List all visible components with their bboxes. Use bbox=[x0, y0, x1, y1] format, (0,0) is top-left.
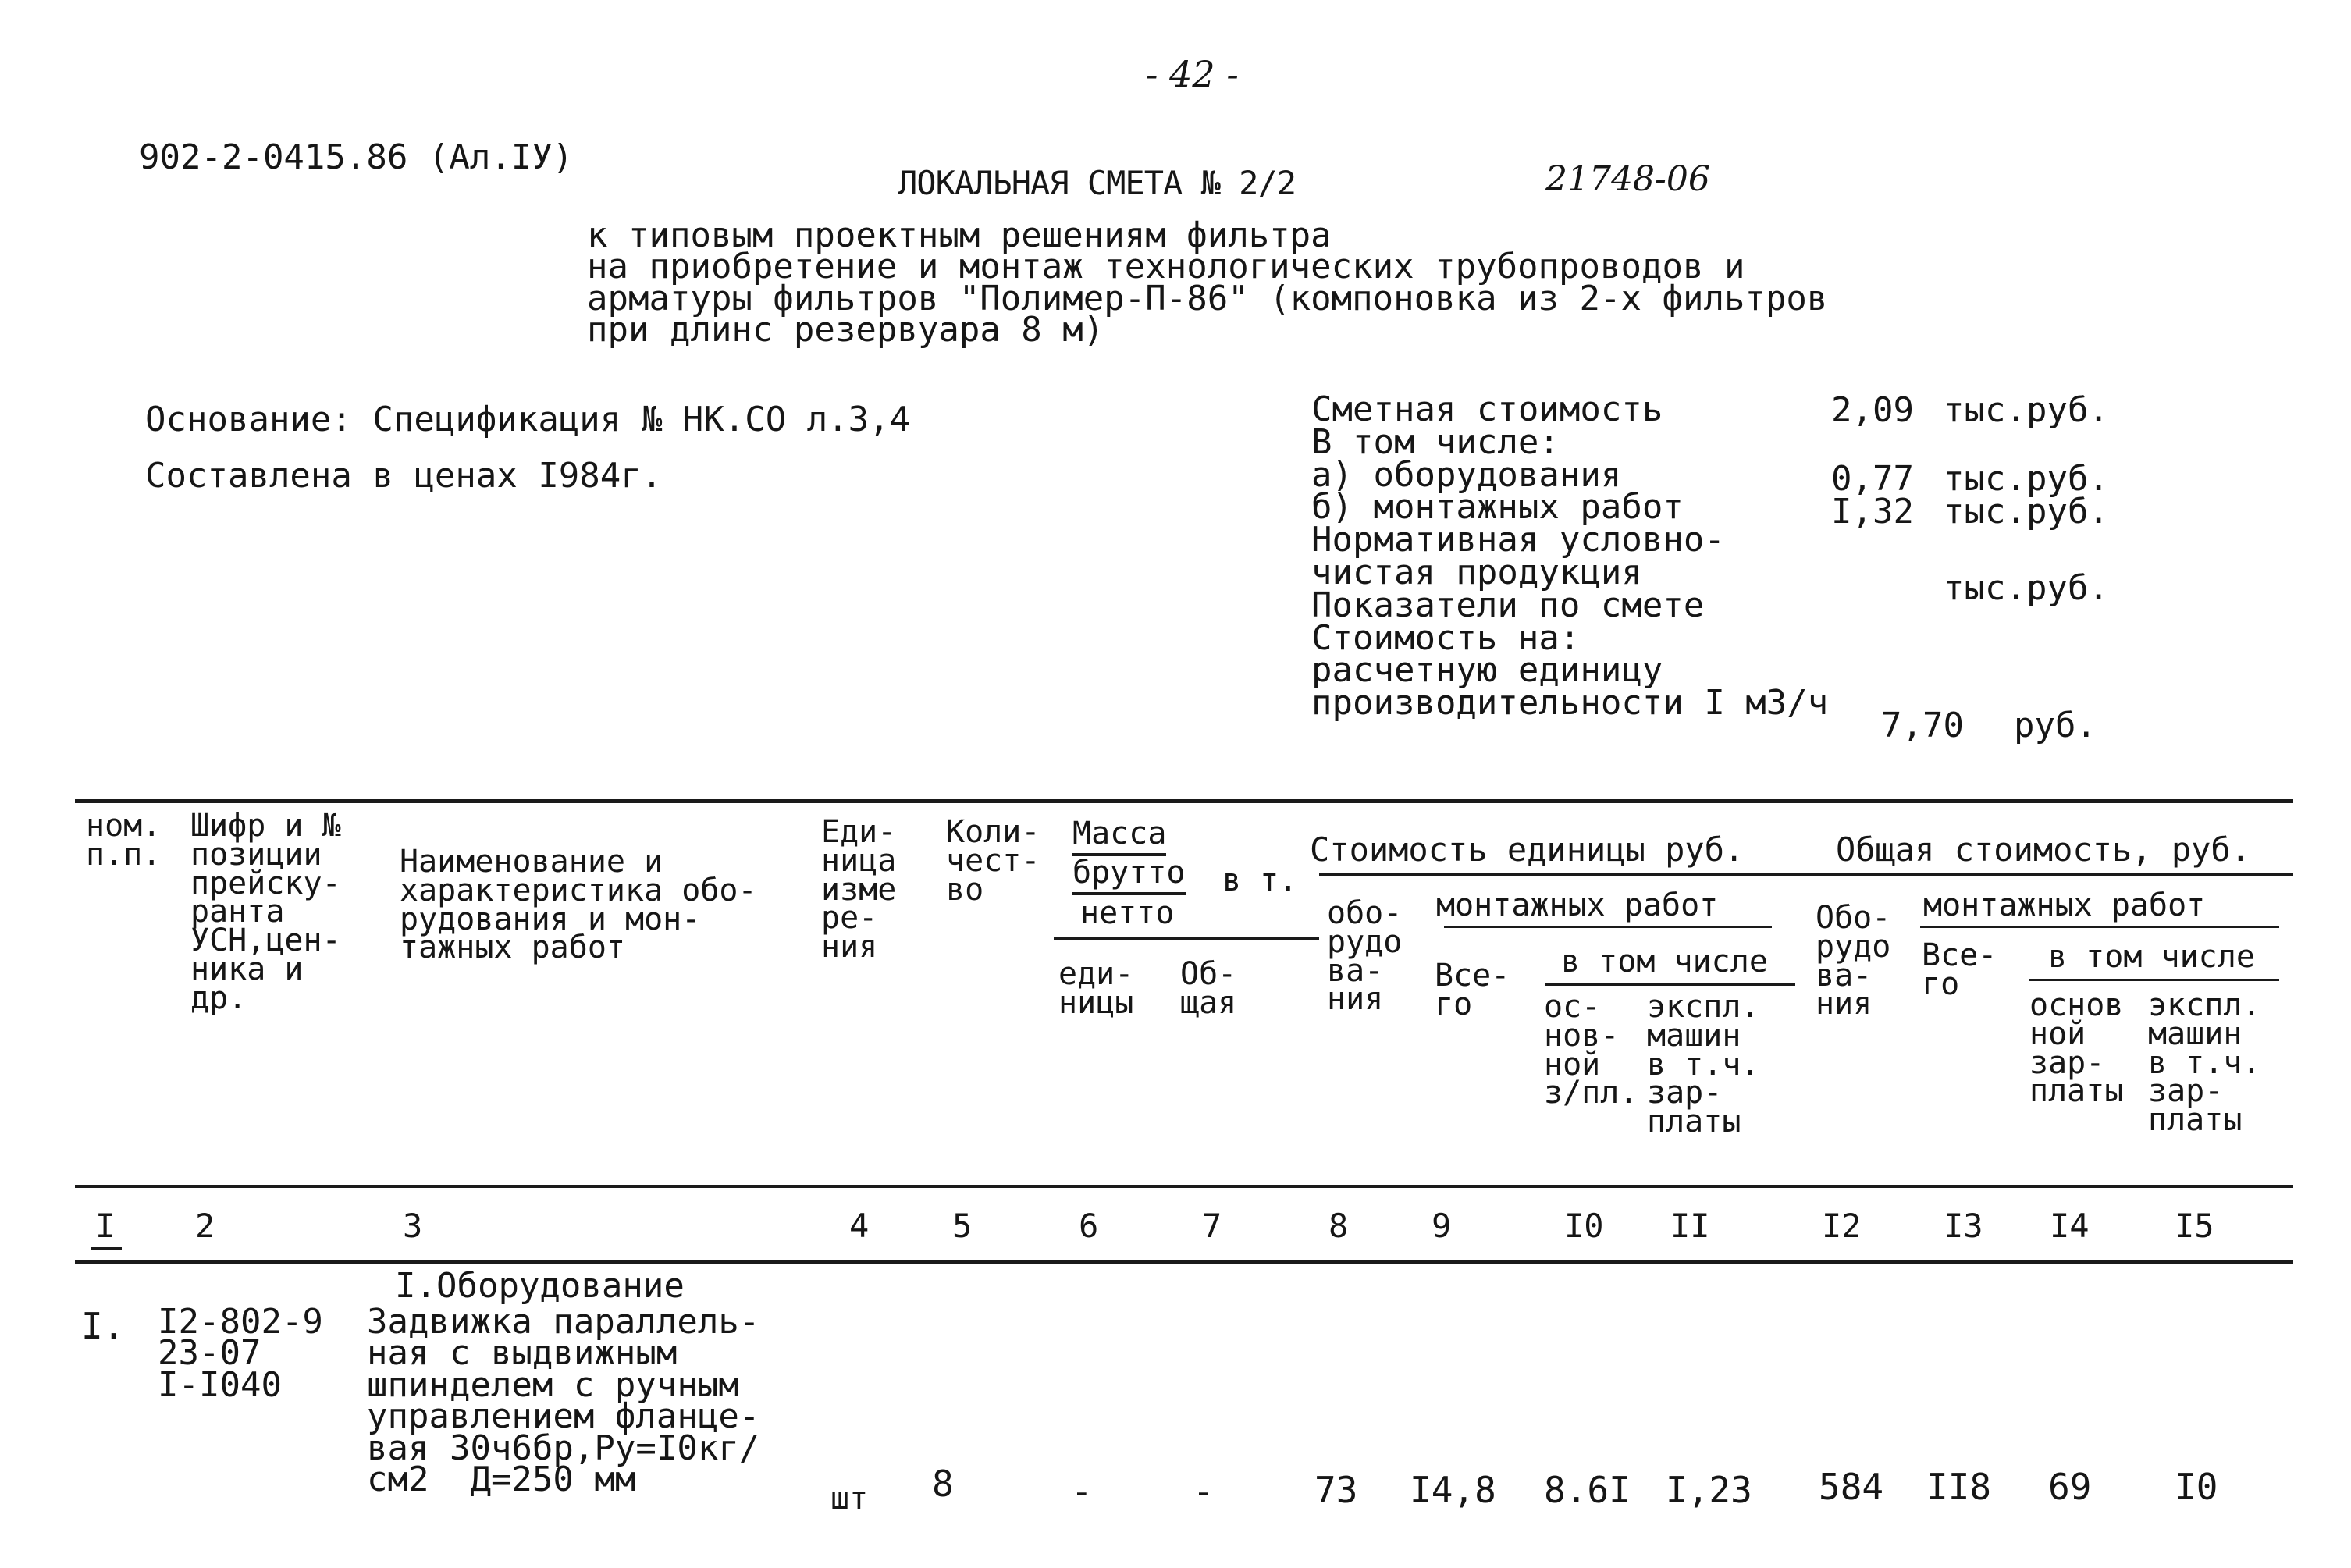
estimated-cost-label: Сметная стоимость bbox=[1311, 389, 1663, 429]
header-text: характеристика обо- bbox=[400, 872, 757, 908]
header-bottom-rule bbox=[75, 1185, 2293, 1188]
code-line: I2-802-9 bbox=[158, 1302, 323, 1342]
header-text: ния bbox=[821, 929, 878, 965]
page-number: - 42 - bbox=[1146, 53, 1239, 95]
column-number: I bbox=[95, 1207, 116, 1245]
header-text: п.п. bbox=[86, 836, 162, 873]
row-total-install: II8 bbox=[1926, 1466, 1992, 1508]
row-unit: шт bbox=[830, 1481, 869, 1516]
header-text: Наименование и bbox=[400, 844, 663, 880]
header-col-unit-install-total bbox=[1435, 958, 1510, 1022]
header-text: зар- bbox=[2029, 1044, 2105, 1081]
column-number: 6 bbox=[1079, 1207, 1099, 1245]
header-text: машин bbox=[2148, 1015, 2243, 1052]
subtitle-line: на приобретение и монтаж технологических трубопроводов и bbox=[587, 247, 1745, 287]
header-text: ре- bbox=[821, 900, 878, 937]
header-col-unit-base-salary bbox=[1544, 989, 1638, 1111]
normative-label: чистая продукция bbox=[1311, 552, 1642, 592]
header-col-number bbox=[86, 808, 162, 873]
header-text: машин bbox=[1647, 1017, 1741, 1054]
table-top-rule bbox=[75, 799, 2293, 803]
row-unit-machines: I,23 bbox=[1666, 1469, 1752, 1511]
row-unit-base-salary: 8.6I bbox=[1544, 1469, 1631, 1511]
header-col-mass-unit bbox=[1058, 956, 1134, 1021]
cost-group-rule bbox=[1319, 873, 2293, 876]
header-mass-brutto bbox=[1072, 855, 1186, 891]
header-text: ника и bbox=[190, 951, 304, 987]
row-name bbox=[367, 1302, 760, 1500]
equipment-label: а) оборудования bbox=[1311, 454, 1622, 495]
header-text: нов- bbox=[1544, 1017, 1620, 1054]
header-text: го bbox=[1435, 986, 1473, 1022]
header-text: еди- bbox=[1058, 956, 1134, 992]
header-text: во bbox=[946, 871, 984, 908]
header-text: Об- bbox=[1180, 956, 1237, 992]
document-title: ЛОКАЛЬНАЯ СМЕТА № 2/2 bbox=[898, 164, 1296, 202]
header-text: Шифр и № bbox=[190, 808, 341, 844]
header-col-mass-total bbox=[1180, 956, 1237, 1021]
header-unit-install-works: монтажных работ bbox=[1436, 887, 1719, 923]
header-text: ранта bbox=[190, 894, 285, 930]
subtitle-line: при длинс резервуара 8 м) bbox=[587, 310, 1104, 350]
row-total-machines: I0 bbox=[2175, 1466, 2218, 1508]
header-text: ница bbox=[821, 842, 897, 879]
mass-rule bbox=[1054, 937, 1319, 940]
header-col-unit-machines bbox=[1647, 989, 1760, 1140]
header-total-cost-group: Общая стоимость, руб. bbox=[1836, 830, 2251, 869]
header-text: ном. bbox=[86, 808, 162, 844]
estimated-cost-unit: тыс.руб. bbox=[1944, 390, 2109, 430]
column-number: 8 bbox=[1328, 1207, 1349, 1245]
header-text: ницы bbox=[1058, 984, 1134, 1021]
header-text: платы bbox=[2029, 1073, 2124, 1110]
header-text: платы bbox=[1647, 1104, 1741, 1140]
header-text: Масса bbox=[1072, 816, 1166, 856]
header-text: ния bbox=[1327, 981, 1384, 1018]
column-number: I4 bbox=[2050, 1207, 2090, 1245]
header-text: рудования и мон- bbox=[400, 901, 701, 937]
header-text: в т.ч. bbox=[2148, 1044, 2261, 1081]
basis-line: Основание: Спецификация № НК.СО л.3,4 bbox=[145, 400, 911, 439]
code-line: 23-07 bbox=[158, 1333, 261, 1374]
header-text: платы bbox=[2148, 1102, 2243, 1139]
header-text: экспл. bbox=[2148, 987, 2261, 1023]
column-number: 4 bbox=[849, 1207, 870, 1245]
header-col-quantity bbox=[946, 814, 1040, 908]
name-line: шпинделем с ручным bbox=[367, 1364, 739, 1405]
header-text: зар- bbox=[2148, 1073, 2224, 1110]
column-number: I3 bbox=[1944, 1207, 1983, 1245]
header-text: ния bbox=[1816, 986, 1873, 1022]
name-line: см2 Д=250 мм bbox=[367, 1460, 636, 1500]
header-total-install-works: монтажных работ bbox=[1923, 887, 2206, 923]
total-incl-rule bbox=[2029, 979, 2279, 981]
header-text: ной bbox=[2029, 1015, 2086, 1052]
unit-incl-rule bbox=[1545, 983, 1795, 986]
row-mass-total: - bbox=[1193, 1470, 1215, 1513]
installation-unit: тыс.руб. bbox=[1944, 492, 2109, 532]
unit-install-rule bbox=[1444, 926, 1772, 928]
estimated-cost-value: 2,09 bbox=[1831, 390, 1914, 430]
column-number: 7 bbox=[1202, 1207, 1222, 1245]
including-label: В том числе: bbox=[1311, 421, 1560, 462]
header-text: в т.ч. bbox=[1647, 1046, 1760, 1083]
header-col-unit-equipment bbox=[1327, 895, 1403, 1018]
header-col-code bbox=[190, 808, 341, 1016]
header-text: з/пл. bbox=[1544, 1075, 1638, 1111]
equipment-unit: тыс.руб. bbox=[1944, 459, 2109, 499]
header-text: ос- bbox=[1544, 989, 1601, 1025]
row-total-base-salary: 69 bbox=[2048, 1466, 2092, 1508]
header-mass-netto: нетто bbox=[1080, 895, 1175, 931]
prices-year-line: Составлена в ценах I984г. bbox=[145, 456, 663, 496]
header-text: изме bbox=[821, 871, 897, 908]
row-quantity: 8 bbox=[932, 1463, 954, 1505]
header-col-total-install bbox=[1922, 937, 1997, 1002]
column-number: I0 bbox=[1564, 1207, 1604, 1245]
productivity-unit: руб. bbox=[2014, 706, 2097, 745]
header-text: ва- bbox=[1816, 957, 1873, 994]
header-text: УСН,цен- bbox=[190, 923, 341, 959]
normative-label: Нормативная условно- bbox=[1311, 520, 1725, 560]
header-text: брутто bbox=[1072, 855, 1186, 895]
header-text: экспл. bbox=[1647, 989, 1760, 1025]
installation-label: б) монтажных работ bbox=[1311, 487, 1684, 528]
row-number: I. bbox=[81, 1305, 125, 1347]
header-text: Все- bbox=[1435, 958, 1510, 994]
name-line: Задвижка параллель- bbox=[367, 1302, 760, 1342]
header-text: щая bbox=[1180, 984, 1237, 1021]
header-total-incl: в том числе bbox=[2048, 939, 2255, 975]
subtitle-line: арматуры фильтров "Полимер-П-86" (компоновка из 2-х фильтров bbox=[587, 278, 1828, 318]
column-number: 3 bbox=[403, 1207, 423, 1245]
subtitle-line: к типовым проектным решениям фильтра bbox=[587, 215, 1332, 255]
row-unit-install-total: I4,8 bbox=[1410, 1469, 1496, 1511]
name-line: ная с выдвижным bbox=[367, 1333, 678, 1374]
normative-unit: тыс.руб. bbox=[1944, 568, 2109, 608]
productivity-value: 7,70 bbox=[1881, 706, 1964, 745]
header-text: Коли- bbox=[946, 814, 1040, 850]
summary-labels bbox=[1311, 389, 1829, 724]
installation-value: I,32 bbox=[1831, 492, 1914, 532]
header-col-name bbox=[400, 844, 757, 966]
column-number: 2 bbox=[195, 1207, 215, 1245]
header-text: Обо- bbox=[1816, 900, 1891, 936]
header-mass bbox=[1072, 816, 1167, 852]
project-code: 902-2-0415.86 (Ал.IУ) bbox=[139, 137, 574, 177]
header-text: ной bbox=[1544, 1046, 1601, 1083]
header-col-total-machines bbox=[2148, 987, 2261, 1139]
header-col-total-equipment bbox=[1816, 900, 1891, 1022]
column-number: I5 bbox=[2175, 1207, 2214, 1245]
document-subtitle bbox=[587, 215, 1828, 350]
header-text: обо- bbox=[1327, 895, 1403, 931]
per-unit-label: расчетную единицу bbox=[1311, 650, 1663, 691]
column-number: II bbox=[1670, 1207, 1710, 1245]
row-total-equipment: 584 bbox=[1819, 1466, 1884, 1508]
header-unit-cost-group: Стоимость единицы руб. bbox=[1310, 830, 1745, 869]
equipment-value: 0,77 bbox=[1831, 459, 1914, 499]
header-text: го bbox=[1922, 965, 1960, 1002]
column-number: 5 bbox=[952, 1207, 973, 1245]
column-number: I2 bbox=[1822, 1207, 1862, 1245]
name-line: вая 30ч6бр,Ру=I0кг/ bbox=[367, 1428, 760, 1468]
total-install-rule bbox=[1920, 926, 2279, 928]
handwritten-reference: 21748-06 bbox=[1545, 159, 1710, 199]
header-text: рудо bbox=[1816, 928, 1891, 965]
header-text: др. bbox=[190, 980, 247, 1016]
indicators-label: Показатели по смете bbox=[1311, 585, 1705, 625]
header-text: Все- bbox=[1922, 937, 1997, 973]
header-text: ва- bbox=[1327, 952, 1384, 989]
column-number: 9 bbox=[1432, 1207, 1452, 1245]
header-text: чест- bbox=[946, 842, 1040, 879]
row-mass-unit: - bbox=[1071, 1470, 1093, 1513]
column-number-underline bbox=[91, 1247, 122, 1250]
code-line: I-I040 bbox=[158, 1364, 282, 1405]
column-numbers-rule bbox=[75, 1260, 2293, 1264]
productivity-label: производительности I м3/ч bbox=[1311, 683, 1829, 724]
header-text: тажных работ bbox=[400, 930, 625, 966]
header-text: зар- bbox=[1647, 1075, 1723, 1111]
header-col-unit bbox=[821, 814, 897, 965]
header-mass-in-t: в т. bbox=[1222, 862, 1298, 898]
cost-for-label: Стоимость на: bbox=[1311, 617, 1581, 658]
header-unit-incl: в том числе bbox=[1561, 944, 1768, 980]
row-code bbox=[158, 1302, 323, 1405]
header-text: Еди- bbox=[821, 814, 897, 850]
name-line: управлением фланце- bbox=[367, 1396, 760, 1437]
header-text: рудо bbox=[1327, 923, 1403, 960]
header-text: позиции bbox=[190, 836, 322, 873]
section-title: I.Оборудование bbox=[395, 1266, 685, 1306]
header-col-total-base-salary bbox=[2029, 987, 2124, 1110]
header-text: прейску- bbox=[190, 865, 341, 901]
header-text: основ bbox=[2029, 987, 2124, 1023]
row-unit-equipment: 73 bbox=[1314, 1469, 1358, 1511]
